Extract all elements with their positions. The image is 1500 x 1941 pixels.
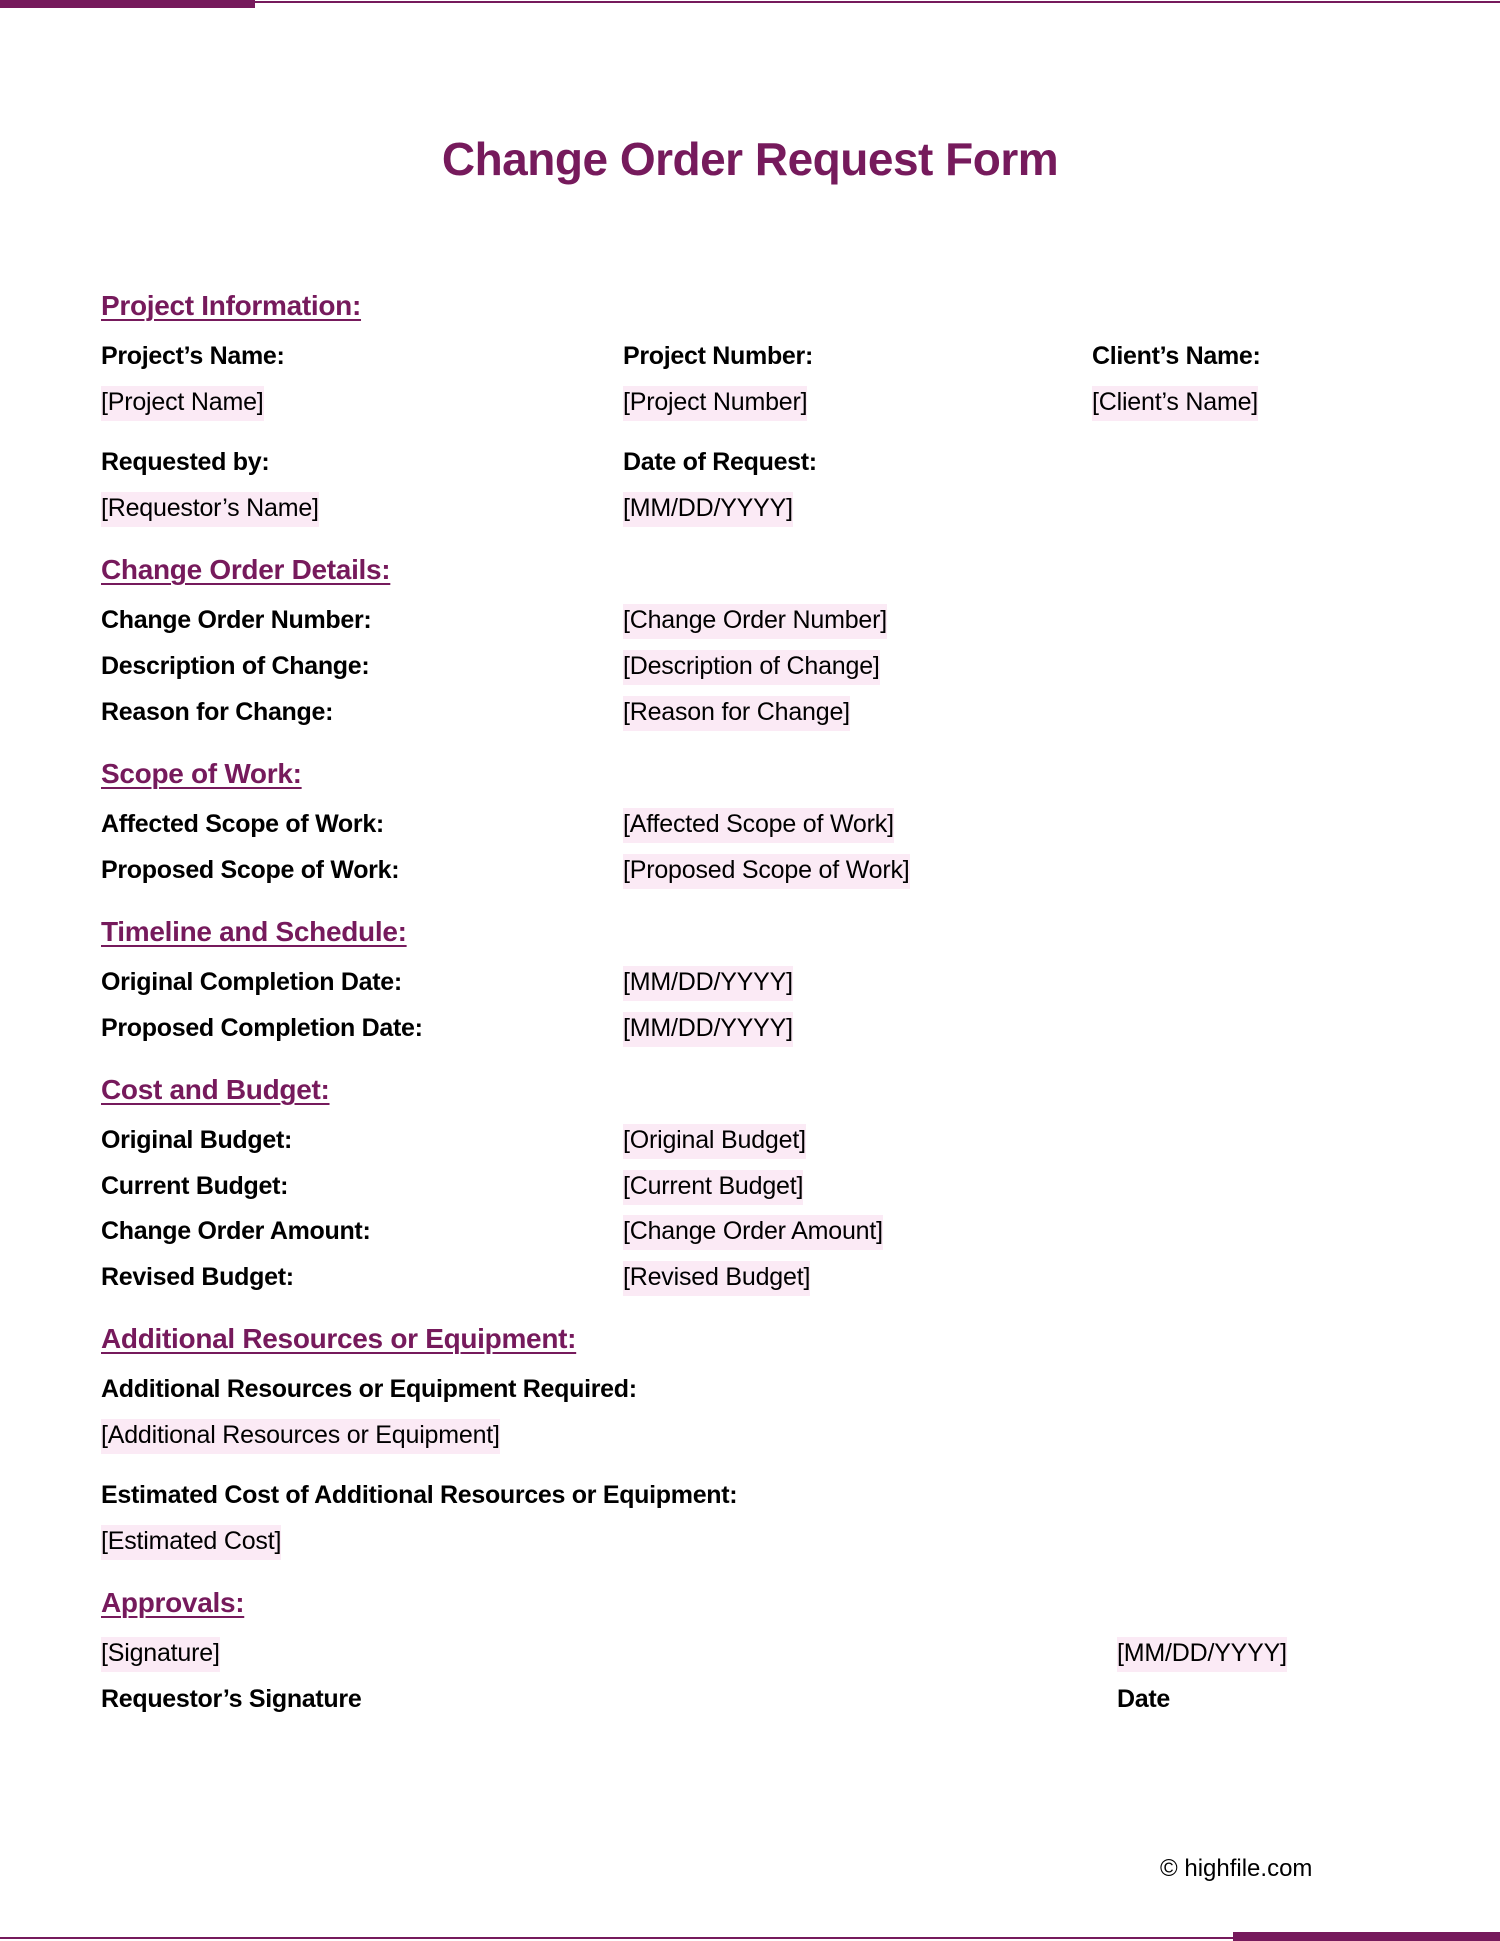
change-order-amount-field[interactable]: [Change Order Amount] [623,1215,883,1250]
project-number-field[interactable]: [Project Number] [623,386,807,421]
revised-budget-label: Revised Budget: [101,1263,294,1291]
approval-date-field[interactable]: [MM/DD/YYYY] [1117,1637,1287,1672]
section-heading-cost-budget: Cost and Budget: [101,1074,330,1105]
original-budget-field[interactable]: [Original Budget] [623,1124,806,1159]
section-heading-timeline: Timeline and Schedule: [101,916,407,947]
estimated-cost-label: Estimated Cost of Additional Resources or Equipment: [101,1481,738,1509]
approval-date-label: Date [1117,1685,1170,1713]
additional-resources-label: Additional Resources or Equipment Required: [101,1375,637,1403]
proposed-scope-label: Proposed Scope of Work: [101,856,400,884]
section-heading-change-order-details: Change Order Details: [101,554,391,585]
original-completion-date-field[interactable]: [MM/DD/YYYY] [623,966,793,1001]
proposed-completion-date-field[interactable]: [MM/DD/YYYY] [623,1012,793,1047]
current-budget-label: Current Budget: [101,1172,289,1200]
revised-budget-field[interactable]: [Revised Budget] [623,1261,810,1296]
projects-name-field[interactable]: [Project Name] [101,386,264,421]
current-budget-field[interactable]: [Current Budget] [623,1170,803,1205]
original-budget-label: Original Budget: [101,1126,293,1154]
clients-name-field[interactable]: [Client’s Name] [1092,386,1258,421]
reason-for-change-field[interactable]: [Reason for Change] [623,696,850,731]
reason-for-change-label: Reason for Change: [101,698,334,726]
change-order-number-label: Change Order Number: [101,606,372,634]
bottom-accent-bar [1233,1932,1500,1941]
proposed-scope-field[interactable]: [Proposed Scope of Work] [623,854,910,889]
section-heading-additional-resources: Additional Resources or Equipment: [101,1323,577,1354]
description-of-change-label: Description of Change: [101,652,370,680]
requested-by-label: Requested by: [101,448,270,476]
projects-name-label: Project’s Name: [101,342,285,370]
affected-scope-label: Affected Scope of Work: [101,810,384,838]
change-order-amount-label: Change Order Amount: [101,1217,371,1245]
change-order-number-field[interactable]: [Change Order Number] [623,604,887,639]
estimated-cost-field[interactable]: [Estimated Cost] [101,1525,281,1560]
date-of-request-label: Date of Request: [623,448,817,476]
date-of-request-field[interactable]: [MM/DD/YYYY] [623,492,793,527]
additional-resources-field[interactable]: [Additional Resources or Equipment] [101,1419,500,1454]
top-accent-bar [0,0,255,8]
requested-by-field[interactable]: [Requestor’s Name] [101,492,319,527]
clients-name-label: Client’s Name: [1092,342,1261,370]
section-heading-approvals: Approvals: [101,1587,245,1618]
original-completion-date-label: Original Completion Date: [101,968,402,996]
copyright-footer: © highfile.com [1160,1855,1313,1882]
description-of-change-field[interactable]: [Description of Change] [623,650,880,685]
project-number-label: Project Number: [623,342,813,370]
requestor-signature-label: Requestor’s Signature [101,1685,362,1713]
affected-scope-field[interactable]: [Affected Scope of Work] [623,808,894,843]
page-title: Change Order Request Form [441,133,1059,185]
signature-field[interactable]: [Signature] [101,1637,220,1672]
section-heading-scope-of-work: Scope of Work: [101,758,302,789]
section-heading-project-information: Project Information: [101,290,362,321]
proposed-completion-date-label: Proposed Completion Date: [101,1014,423,1042]
